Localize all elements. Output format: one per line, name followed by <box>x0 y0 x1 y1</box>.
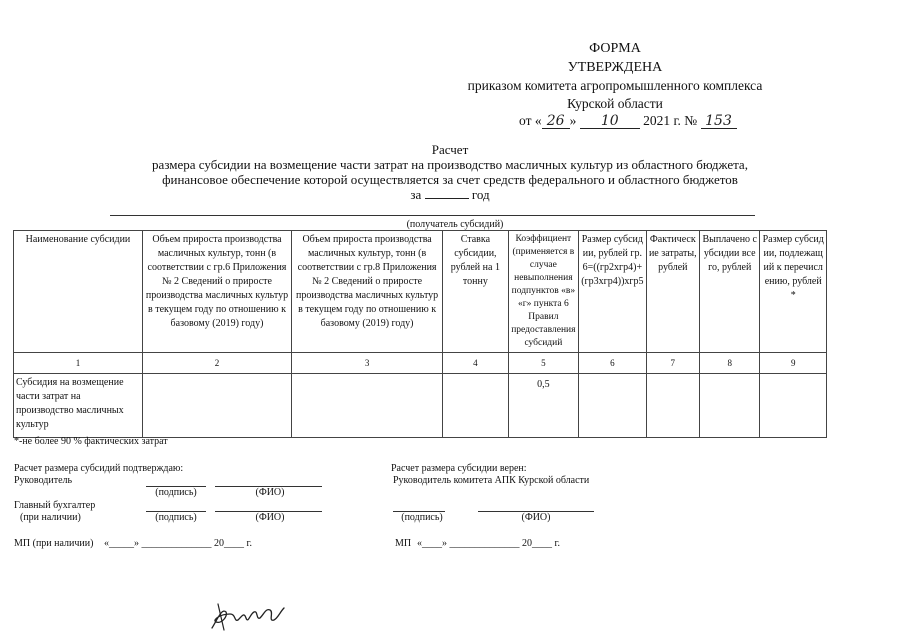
year-blank <box>425 198 469 199</box>
fio-caption: (ФИО) <box>255 512 285 523</box>
year-suffix: год <box>471 187 490 202</box>
date-year: 2021 г. № <box>643 113 698 128</box>
recipient-line <box>110 215 755 216</box>
header-cell: Выплачено субсидии всего, рублей <box>700 231 760 353</box>
column-number: 5 <box>508 353 579 374</box>
order-line-2: Курской области <box>567 96 663 111</box>
right-role: Руководитель комитета АПК Курской области <box>393 475 590 486</box>
header-cell: Размер субсидии, подлежащий к перечислению, рублей * <box>760 231 827 353</box>
form-label: ФОРМА <box>589 41 641 56</box>
header-cell: Ставка субсидии, рублей на 1 тонну <box>443 231 508 353</box>
column-number: 9 <box>760 353 827 374</box>
left-role-2b: (при наличии) <box>20 512 81 523</box>
left-mp-date: «_____» ______________ 20____ г. <box>104 538 252 549</box>
column-number: 4 <box>443 353 508 374</box>
column-number: 1 <box>14 353 143 374</box>
date-month-field <box>580 114 640 129</box>
date-mid: » <box>569 113 577 128</box>
footnote: *-не более 90 % фактических затрат <box>14 436 168 447</box>
table-header-row <box>14 231 827 353</box>
header-cell: Размер субсидии, рублей гр.6=((гр2хгр4)+(гр3хгр4))хгр5 <box>579 231 646 353</box>
header-cell: Наименование субсидии <box>14 231 143 353</box>
left-role-1: Руководитель <box>14 475 73 486</box>
right-mp-date: «____» ______________ 20____ г. <box>417 538 560 549</box>
left-block-title: Расчет размера субсидий подтверждаю: <box>14 463 184 474</box>
date-prefix: от « <box>519 113 542 128</box>
column-number: 6 <box>579 353 646 374</box>
table-cell <box>443 374 508 438</box>
order-number: 153 <box>701 115 737 129</box>
sign-caption: (подпись) <box>401 512 443 523</box>
approval-date-line <box>519 113 737 129</box>
left-role-2: Главный бухгалтер <box>14 500 96 511</box>
subsidy-table <box>13 230 827 438</box>
table-cell <box>760 374 827 438</box>
column-number: 8 <box>700 353 760 374</box>
table-cell <box>700 374 760 438</box>
header-cell: Фактические затраты, рублей <box>646 231 699 353</box>
column-number: 2 <box>142 353 291 374</box>
header-cell: Объем прироста производства масличных культур, тонн (в соответствии с гр.6 Приложения № 2 Сведений о приросте производства масличных культур в текущем году по отношению к базовому (2019) году) <box>142 231 291 353</box>
date-month: 10 <box>600 113 619 129</box>
column-number: 3 <box>292 353 443 374</box>
sign-caption: (подпись) <box>155 512 197 523</box>
header-cell: Объем прироста производства масличных культур, тонн (в соответствии с гр.8 Приложения № 2 Сведений о приросте производства масличных культур в текущем году по отношению к базовому (2019) году) <box>292 231 443 353</box>
table-cell <box>579 374 646 438</box>
column-number: 7 <box>646 353 699 374</box>
right-mp: МП <box>395 538 412 549</box>
date-day: 26 <box>542 115 570 129</box>
table-row <box>14 374 827 438</box>
right-block-title: Расчет размера субсидии верен: <box>391 463 527 474</box>
title-line-1: Расчет <box>431 142 469 157</box>
sign-caption: (подпись) <box>155 487 197 498</box>
header-cell: Коэффициент (применяется в случае невыполнения подпунктов «в» «г» пункта 6 Правил предоставления субсидий <box>508 231 579 353</box>
table-cell <box>292 374 443 438</box>
fio-caption: (ФИО) <box>521 512 551 523</box>
recipient-caption: (получатель субсидий) <box>406 219 504 230</box>
coefficient-cell: 0,5 <box>508 374 579 438</box>
fio-caption: (ФИО) <box>255 487 285 498</box>
subsidy-name-cell: Субсидия на возмещение части затрат на производство масличных культур <box>14 374 143 438</box>
title-line-2: размера субсидии на возмещение части затрат на производство масличных культур из областного бюджета, <box>152 157 748 172</box>
table-number-row <box>14 353 827 374</box>
table-cell <box>142 374 291 438</box>
order-line-1: приказом комитета агропромышленного комплекса <box>467 78 763 93</box>
year-prefix: за <box>410 187 422 202</box>
left-mp: МП (при наличии) <box>14 538 94 549</box>
table-cell <box>646 374 699 438</box>
title-line-3: финансовое обеспечение которой осуществляется за счет средств федерального и областного бюджетов <box>162 172 738 187</box>
handwritten-signature-icon <box>208 600 288 634</box>
title-year-line <box>350 187 550 203</box>
approved-label: УТВЕРЖДЕНА <box>567 60 663 75</box>
